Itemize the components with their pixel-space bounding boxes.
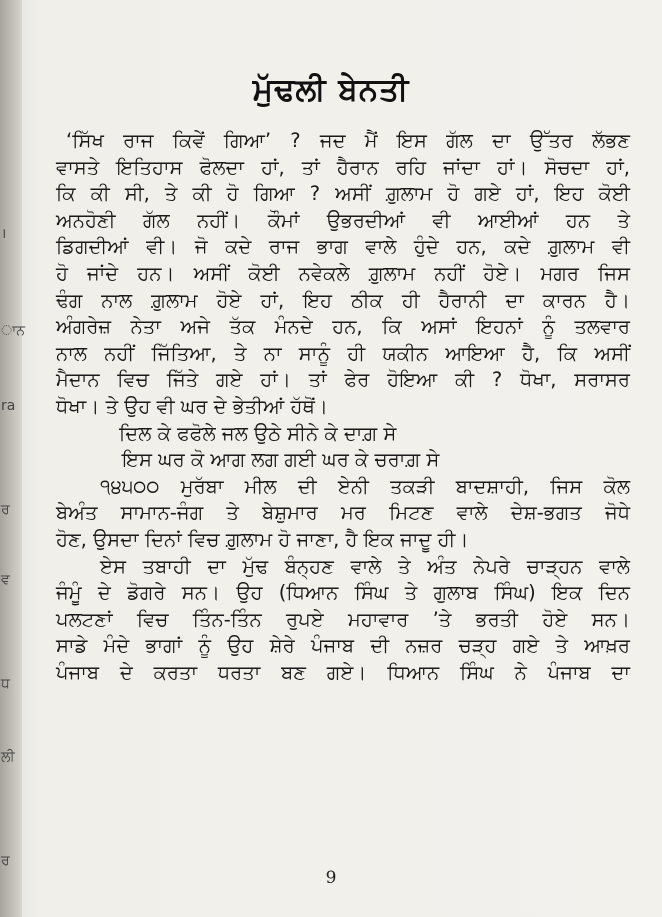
verse-line: ਦਿਲ ਕੇ ਫਫੋਲੇ ਜਲ ਉਠੇ ਸੀਨੇ ਕੇ ਦਾਗ਼ ਸੇ [119,421,397,445]
text-line: ਬੇਅੰਤ ਸਾਮਾਨ-ਜੰਗ ਤੇ ਬੇਸ਼ੁਮਾਰ ਮਰ ਮਿਟਣ ਵਾਲੇ ਦੇਸ਼-ਭਗਤ ਜੋਧੇ [56,501,630,525]
text-line: ਕਿ ਕੀ ਸੀ, ਤੇ ਕੀ ਹੋ ਗਿਆ ? ਅਸੀਂ ਗ਼ੁਲਾਮ ਹੋ ਗਏ ਹਾਂ, ਇਹ ਕੋਈ [56,182,630,206]
text-line: ਅੰਗਰੇਜ਼ ਨੇਤਾ ਅਜੇ ਤੱਕ ਮੰਨਦੇ ਹਨ, ਕਿ ਅਸਾਂ ਇਹਨਾਂ ਨੂੰ ਤਲਵਾਰ [56,315,630,339]
text-line: ਧੋਖਾ। ਤੇ ਉਹ ਵੀ ਘਰ ਦੇ ਭੇਤੀਆਂ ਹੱਥੋਂ। [56,394,328,418]
text-line: ਅਨਹੋਣੀ ਗੱਲ ਨਹੀਂ। ਕੌਮਾਂ ਉਭਰਦੀਆਂ ਵੀ ਆਈਆਂ ਹਨ ਤੇ [56,208,630,232]
bleed-text: ਾਨ [1,323,25,339]
bleed-text: ra [1,398,16,414]
text-line: ਡਿਗਦੀਆਂ ਵੀ। ਜੋ ਕਦੇ ਰਾਜ ਭਾਗ ਵਾਲੇ ਹੁੰਦੇ ਹਨ, ਕਦੇ ਗ਼ੁਲਾਮ ਵੀ [56,235,630,259]
text-line: ਸਾਡੇ ਮੰਦੇ ਭਾਗਾਂ ਨੂੰ ਉਹ ਸ਼ੇਰੇ ਪੰਜਾਬ ਦੀ ਨਜ਼ਰ ਚੜ੍ਹ ਗਏ ਤੇ ਆਖ਼ਰ [56,634,630,658]
page-number: 9 [325,868,337,888]
bleed-text: ਲੀ [1,749,15,765]
text-line: ਹੋਣ, ਉਸਦਾ ਦਿਨਾਂ ਵਿਚ ਗ਼ੁਲਾਮ ਹੋ ਜਾਣਾ, ਹੈ ਇਕ ਜਾਦੂ ਹੀ। [56,527,469,551]
bleed-text: ਰ [1,502,10,518]
text-line: ਨਾਲ ਨਹੀਂ ਜਿੱਤਿਆ, ਤੇ ਨਾ ਸਾਨੂੰ ਹੀ ਯਕੀਨ ਆਇਆ ਹੈ, ਕਿ ਅਸੀਂ [56,341,630,365]
text-line: ਏਸ ਤਬਾਹੀ ਦਾ ਮੁੱਢ ਬੰਨ੍ਹਣ ਵਾਲੇ ਤੇ ਅੰਤ ਨੇਪਰੇ ਚਾੜ੍ਹਨ ਵਾਲੇ [100,554,630,578]
text-line: ‘ਸਿੱਖ ਰਾਜ ਕਿਵੇਂ ਗਿਆ’ ? ਜਦ ਮੈਂ ਇਸ ਗੱਲ ਦਾ ਉੱਤਰ ਲੱਭਣ [66,129,630,152]
text-line: ਵਾਸਤੇ ਇਤਿਹਾਸ ਫੋਲਦਾ ਹਾਂ, ਤਾਂ ਹੈਰਾਨ ਰਹਿ ਜਾਂਦਾ ਹਾਂ। ਸੋਚਦਾ ਹਾਂ, [56,155,630,179]
bleed-text: ਵ [1,572,10,588]
bleed-text: । [1,226,7,242]
bleed-text: ਧ [1,676,10,692]
text-line: ਪੰਜਾਬ ਦੇ ਕਰਤਾ ਧਰਤਾ ਬਣ ਗਏ। ਧਿਆਨ ਸਿੰਘ ਨੇ ਪੰਜਾਬ ਦਾ [56,660,630,684]
body-text [56,128,630,686]
text-line: ਹੋ ਜਾਂਦੇ ਹਨ। ਅਸੀਂ ਕੋਈ ਨਵੇਕਲੇ ਗ਼ੁਲਾਮ ਨਹੀਂ ਹੋਏ। ਮਗਰ ਜਿਸ [56,261,630,285]
text-line: ਮੈਦਾਨ ਵਿਚ ਜਿੱਤੇ ਗਏ ਹਾਂ। ਤਾਂ ਫੇਰ ਹੋਇਆ ਕੀ ? ਧੋਖਾ, ਸਰਾਸਰ [56,368,630,392]
text-line: ਜੰਮੂੰ ਦੇ ਡੋਗਰੇ ਸਨ। ਉਹ (ਧਿਆਨ ਸਿੰਘ ਤੇ ਗੁਲਾਬ ਸਿੰਘ) ਇਕ ਦਿਨ [56,581,630,605]
page-title: ਮੁੱਢਲੀ ਬੇਨਤੀ [252,72,410,108]
facing-page-edge [0,0,22,917]
text-line: ਪਲਟਣਾਂ ਵਿਚ ਤਿੰਨ-ਤਿੰਨ ਰੁਪਏ ਮਹਾਵਾਰ ’ਤੇ ਭਰਤੀ ਹੋਏ ਸਨ। [56,607,630,631]
text-line: ਢੰਗ ਨਾਲ ਗ਼ੁਲਾਮ ਹੋਏ ਹਾਂ, ਇਹ ਠੀਕ ਹੀ ਹੈਰਾਨੀ ਦਾ ਕਾਰਨ ਹੈ। [56,288,630,312]
verse-line: ਇਸ ਘਰ ਕੋ ਆਗ ਲਗ ਗਈ ਘਰ ਕੇ ਚਰਾਗ਼ ਸੇ [122,448,440,472]
bleed-text: ਰ [1,853,10,869]
text-line: ੧੪੫੦੦ ਮੁਰੱਬਾ ਮੀਲ ਦੀ ਏਨੀ ਤਕੜੀ ਬਾਦਸ਼ਾਹੀ, ਜਿਸ ਕੋਲ [100,474,630,498]
